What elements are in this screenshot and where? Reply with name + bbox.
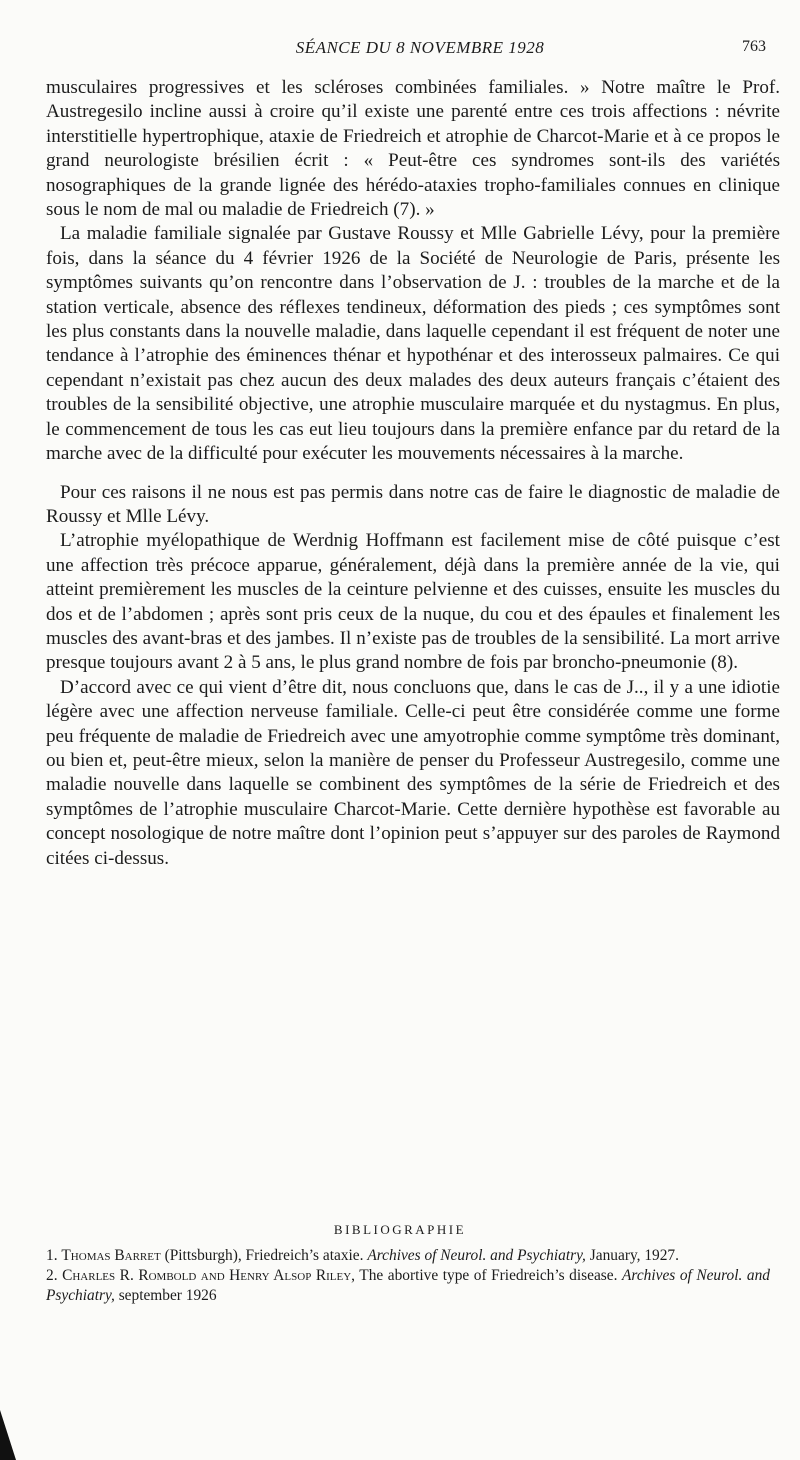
reference-1 [46, 1246, 770, 1266]
scan-edge-mark [0, 1410, 16, 1460]
page-header [60, 38, 780, 64]
reference-date: January, 1927. [589, 1247, 679, 1264]
paragraph-5: D’accord avec ce qui vient d’être dit, nous concluons que, dans le cas de J.., il y a une idiotie légère avec une affection nerveuse familiale. Celle-ci peut être considérée comme une forme peu fréquente de maladie de Friedreich avec une amyotrophie comme symptôme très dominant, ou bien et, peut-être mieux, selon la manière de penser du Professeur Austregesilo, comme une maladie nouvelle dans laquelle se combinent des symptômes de la série de Friedreich et des symptômes de l’atrophie musculaire Charcot-Marie. Cette dernière hypothèse est favorable au concept nosologique de notre maître dont l’opinion peut s’appuyer sur des paroles de Raymond citées ci-dessus. [46, 676, 780, 869]
reference-author: Thomas Barret [61, 1247, 161, 1264]
bibliography [46, 1246, 770, 1306]
article-body [46, 76, 780, 871]
reference-journal: Archives of Neurol. and Psychiatry, [367, 1247, 586, 1264]
bibliography-heading: BIBLIOGRAPHIE [333, 1222, 467, 1237]
reference-2 [46, 1266, 770, 1306]
paragraph-2: La maladie familiale signalée par Gustave Roussy et Mlle Gabrielle Lévy, pour la première fois, dans la séance du 4 février 1926 de la Société de Neurologie de Paris, présente les symptômes suivants qu’on rencontre dans l’observation de J. : troubles de la marche et de la station verticale, absence des réflexes tendineux, déformation des pieds ; ces symptômes sont les plus constants dans la nouvelle maladie, dans laquelle cependant il est fréquent de noter une tendance à l’atrophie des éminences thénar et hypothénar et des interosseux palmaires. Ce qui cependant n’existait pas chez aucun des deux malades des deux auteurs français c’étaient des troubles de la sensibilité objective, une atrophie musculaire marquée et du nystagmus. En plus, le commencement de tous les cas eut lieu toujours dans la première enfance par du retard de la marche avec de la difficulté pour exécuter les mouvements nécessaires à la marche. [46, 223, 780, 465]
reference-title: (Pittsburgh), Friedreich’s ataxie. [164, 1247, 364, 1264]
reference-number: 1. [46, 1247, 58, 1264]
reference-title: The abortive type of Friedreich’s disease. [359, 1267, 618, 1284]
paragraph-4: L’atrophie myélopathique de Werdnig Hoffmann est facilement mise de côté puisque c’est une affection très précoce apparue, généralement, déjà dans la première année de la vie, qui atteint premièrement les muscles de la ceinture pelvienne et des cuisses, ensuite les muscles du dos et de l’abdomen ; après sont pris ceux de la nuque, du cou et des épaules et finalement les muscles des avant-bras et des jambes. Il n’existe pas de troubles de la sensibilité. La mort arrive presque toujours avant 2 à 5 ans, le plus grand nombre de fois par broncho-pneumonie (8). [46, 530, 780, 674]
page-number: 763 [742, 38, 766, 55]
paragraph-1: musculaires progressives et les scléroses combinées familiales. » Notre maître le Prof. Austregesilo incline aussi à croire qu’il existe une parenté entre ces trois affections : névrite interstitielle hypertrophique, ataxie de Friedreich et atrophie de Charcot-Marie et à ce propos le grand neurologiste brésilien écrit : « Peut-être ces syndromes sont-ils des variétés nosographiques de la grande lignée des hérédo-ataxies tropho-familiales connues en clinique sous le nom de mal ou maladie de Friedreich (7). » [46, 77, 780, 221]
reference-number: 2. [46, 1267, 58, 1284]
paragraph-3: Pour ces raisons il ne nous est pas permis dans notre cas de faire le diagnostic de maladie de Roussy et Mlle Lévy. [46, 481, 780, 527]
reference-author: Charles R. Rombold and Henry Alsop Riley, [62, 1267, 356, 1284]
reference-journal: Archives of Neurol. and Psychiatry, [46, 1267, 770, 1304]
reference-date: september 1926 [118, 1287, 217, 1304]
running-title: SÉANCE DU 8 NOVEMBRE 1928 [295, 38, 545, 57]
